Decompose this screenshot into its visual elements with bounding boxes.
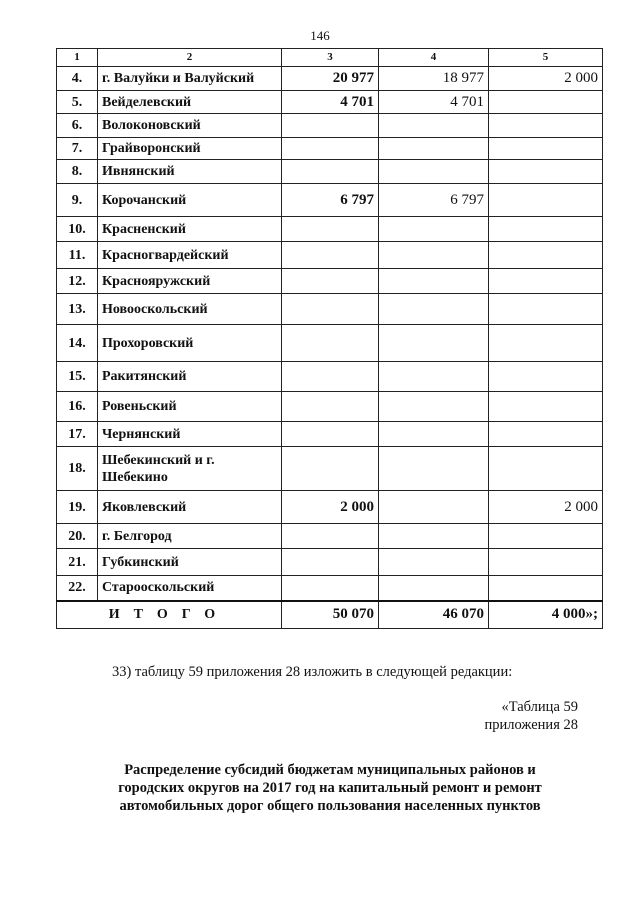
table-row [57, 91, 603, 114]
column-5-amount [489, 160, 603, 184]
district-name: Волоконовский [98, 114, 282, 138]
row-number: 16. [57, 392, 98, 422]
table-row [57, 392, 603, 422]
table-reference [485, 698, 578, 734]
row-number: 15. [57, 362, 98, 392]
district-name: Краснояружский [98, 269, 282, 294]
district-name: Губкинский [98, 549, 282, 576]
table-row [57, 269, 603, 294]
total-row [57, 601, 603, 629]
district-name: г. Валуйки и Валуйский [98, 67, 282, 91]
row-number: 9. [57, 184, 98, 217]
district-name: Ровеньский [98, 392, 282, 422]
column-5-amount [489, 392, 603, 422]
column-4-amount [379, 217, 489, 242]
column-4-amount: 6 797 [379, 184, 489, 217]
column-4-amount [379, 114, 489, 138]
district-name: Корочанский [98, 184, 282, 217]
district-name: Красногвардейский [98, 242, 282, 269]
column-4-amount [379, 269, 489, 294]
column-5-amount: 2 000 [489, 67, 603, 91]
row-number: 10. [57, 217, 98, 242]
table-row [57, 114, 603, 138]
total-amount [282, 217, 379, 242]
district-name: Шебекинский и г. Шебекино [98, 447, 282, 491]
total-amount [282, 160, 379, 184]
column-5-amount [489, 114, 603, 138]
total-amount: 20 977 [282, 67, 379, 91]
district-name: Ракитянский [98, 362, 282, 392]
column-5-amount [489, 269, 603, 294]
header-cell: 4 [379, 49, 489, 67]
table-row [57, 325, 603, 362]
column-5-amount [489, 294, 603, 325]
total-amount [282, 392, 379, 422]
column-4-amount: 4 701 [379, 91, 489, 114]
district-name: Старооскольский [98, 576, 282, 601]
row-number: 14. [57, 325, 98, 362]
table-row [57, 524, 603, 549]
column-5-amount [489, 447, 603, 491]
total-amount: 6 797 [282, 184, 379, 217]
district-name: г. Белгород [98, 524, 282, 549]
total-amount [282, 524, 379, 549]
total-sum-col4: 46 070 [379, 601, 489, 629]
column-5-amount [489, 325, 603, 362]
total-sum-col5: 4 000»; [489, 601, 603, 629]
table-row [57, 242, 603, 269]
row-number: 13. [57, 294, 98, 325]
district-name: Грайворонский [98, 138, 282, 160]
column-4-amount [379, 325, 489, 362]
table-header-row [57, 49, 603, 67]
column-4-amount [379, 362, 489, 392]
total-amount: 2 000 [282, 491, 379, 524]
total-amount [282, 422, 379, 447]
district-name: Прохоровский [98, 325, 282, 362]
total-amount [282, 549, 379, 576]
column-5-amount [489, 524, 603, 549]
table-row [57, 422, 603, 447]
total-amount [282, 362, 379, 392]
row-number: 11. [57, 242, 98, 269]
column-4-amount [379, 242, 489, 269]
table-row [57, 184, 603, 217]
row-number: 22. [57, 576, 98, 601]
row-number: 6. [57, 114, 98, 138]
header-cell: 2 [98, 49, 282, 67]
total-amount [282, 294, 379, 325]
row-number: 19. [57, 491, 98, 524]
column-5-amount [489, 362, 603, 392]
column-5-amount [489, 549, 603, 576]
total-amount [282, 447, 379, 491]
column-5-amount [489, 138, 603, 160]
total-label: ИТОГО [57, 601, 282, 629]
total-amount: 4 701 [282, 91, 379, 114]
row-number: 20. [57, 524, 98, 549]
district-name: Вейделевский [98, 91, 282, 114]
table-row [57, 217, 603, 242]
column-5-amount [489, 217, 603, 242]
row-number: 21. [57, 549, 98, 576]
table-row [57, 67, 603, 91]
column-4-amount [379, 160, 489, 184]
column-5-amount [489, 184, 603, 217]
district-name: Новооскольский [98, 294, 282, 325]
row-number: 5. [57, 91, 98, 114]
table-row [57, 294, 603, 325]
table-row [57, 491, 603, 524]
column-4-amount [379, 576, 489, 601]
table-reference-line: «Таблица 59 [501, 699, 578, 715]
row-number: 7. [57, 138, 98, 160]
column-4-amount [379, 294, 489, 325]
total-amount [282, 269, 379, 294]
table-row [57, 549, 603, 576]
row-number: 8. [57, 160, 98, 184]
column-5-amount [489, 576, 603, 601]
total-amount [282, 325, 379, 362]
table-row [57, 138, 603, 160]
column-4-amount [379, 138, 489, 160]
district-name: Чернянский [98, 422, 282, 447]
total-amount [282, 138, 379, 160]
section-title: Распределение субсидий бюджетам муниципальных районов и городских округов на 2017 год на капитальный ремонт и ремонт автомобильных дорог общего пользования населенных пунктов [118, 762, 542, 814]
table-row [57, 447, 603, 491]
column-4-amount [379, 491, 489, 524]
column-4-amount [379, 422, 489, 447]
district-name: Красненский [98, 217, 282, 242]
row-number: 4. [57, 67, 98, 91]
row-number: 12. [57, 269, 98, 294]
header-cell: 5 [489, 49, 603, 67]
column-4-amount [379, 524, 489, 549]
table-reference-line: приложения 28 [484, 717, 578, 733]
total-amount [282, 114, 379, 138]
row-number: 18. [57, 447, 98, 491]
column-4-amount [379, 549, 489, 576]
table-row [57, 362, 603, 392]
column-5-amount: 2 000 [489, 491, 603, 524]
subsidy-table [56, 48, 603, 629]
table-row [57, 576, 603, 601]
district-name: Яковлевский [98, 491, 282, 524]
total-amount [282, 576, 379, 601]
column-5-amount [489, 422, 603, 447]
instruction-text: 33) таблицу 59 приложения 28 изложить в следующей редакции: [112, 664, 513, 680]
header-cell: 1 [57, 49, 98, 67]
header-cell: 3 [282, 49, 379, 67]
total-amount [282, 242, 379, 269]
page-number: 146 [310, 28, 330, 43]
total-sum-col3: 50 070 [282, 601, 379, 629]
column-4-amount [379, 447, 489, 491]
column-4-amount [379, 392, 489, 422]
column-5-amount [489, 242, 603, 269]
column-4-amount: 18 977 [379, 67, 489, 91]
column-5-amount [489, 91, 603, 114]
table-row [57, 160, 603, 184]
row-number: 17. [57, 422, 98, 447]
district-name: Ивнянский [98, 160, 282, 184]
